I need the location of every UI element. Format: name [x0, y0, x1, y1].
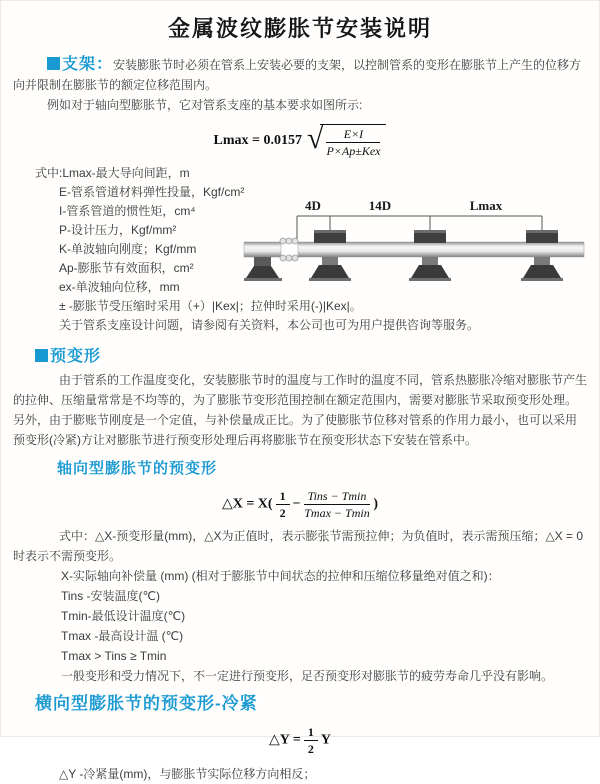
lateral-formula-note: △Y -冷紧量(mm)，与膨胀节实际位移方向相反； — [59, 767, 316, 781]
support-section-heading: 支架： — [62, 56, 114, 73]
lateral-subheading: 横向型膨胀节的预变形-冷紧 — [35, 694, 258, 713]
dim-label-4d: 4D — [305, 198, 321, 213]
predeform-section-heading-row — [35, 346, 587, 368]
pipe-support-diagram — [242, 194, 587, 294]
support-intro-paragraph — [13, 55, 587, 95]
dim-label-lmax: Lmax — [469, 198, 503, 213]
half-fraction: $\frac{1}{2}$ — [304, 725, 318, 756]
lateral-formula — [13, 725, 587, 756]
support-example-line: 例如对于轴向型膨胀节，它对管系支座的基本要求如图所示: — [47, 98, 363, 112]
half-fraction: $\frac{1}{2}$ — [276, 489, 290, 520]
axial-definition-line: X-实际轴向补偿量 (mm) (相对于膨胀节中间状态的拉伸和压缩位移量绝对值之和)： — [61, 569, 500, 583]
axial-definition-line: Tins -安装温度(℃) — [61, 589, 161, 603]
axial-definition-line: Tmax -最高设计温 (℃) — [61, 629, 184, 643]
lateral-formula-lhs: △Y = — [269, 732, 301, 748]
axial-subheading: 轴向型膨胀节的预变形 — [57, 460, 218, 477]
section-marker-icon — [35, 349, 48, 362]
pipe-body — [298, 242, 584, 257]
dim-label-14d: 14D — [368, 198, 392, 213]
support-intro-text: 安装膨胀节时必须在管系上安装必要的支架，以控制管系的变形在膨胀节上产生的位移方向并限制在膨胀节的额定位移范围内。 — [13, 58, 582, 92]
formula-definitions-block — [13, 164, 587, 336]
section-marker-icon — [47, 57, 60, 70]
lmax-formula — [13, 124, 587, 158]
axial-formula-close: ) — [373, 496, 379, 512]
definition-line: ± -膨胀节受压缩时采用（+）|Kex|；拉伸时采用(-)|Kex|。 — [59, 299, 362, 313]
definition-line: 式中:Lmax-最大导向间距，m — [35, 166, 190, 180]
definition-line: P-设计压力，Kgf/mm² — [59, 223, 177, 237]
pipe-stub — [244, 242, 281, 257]
page-title: 金属波纹膨胀节安装说明 — [167, 16, 432, 41]
definition-line: I-管系管道的惯性矩，cm⁴ — [59, 204, 196, 218]
definition-line: Ap-膨胀节有效面积，cm² — [59, 261, 194, 275]
lmax-fraction — [326, 127, 380, 158]
radical-sign: √ $\frac{E\times I}{\text{P×Ap±Kex}}$ — [307, 124, 386, 158]
axial-definitions — [13, 566, 587, 686]
definition-line: 关于管系支座设计问题，请参阅有关资料，本公司也可为用户提供咨询等服务。 — [59, 318, 480, 332]
axial-formula — [13, 489, 587, 520]
lmax-fraction-denominator: P×Ap±Kex — [326, 144, 381, 158]
minus-operator: − — [292, 496, 301, 512]
lateral-formula-rhs: Y — [320, 732, 331, 748]
anchor-support — [244, 257, 282, 281]
axial-formula-lead: △X = X( — [221, 496, 273, 512]
axial-definition-line: Tmin-最低设计温度(℃) — [61, 609, 186, 623]
lmax-formula-lhs: Lmax = 0.0157 — [213, 132, 302, 148]
axial-formula-note: 式中：△X-预变形量(mm)，△X为正值时，表示膨张节需预拉伸；为负值时，表示需预压缩；△X = 0时表示不需预变形。 — [13, 529, 584, 563]
definition-line: ex-单波轴向位移，mm — [59, 280, 180, 294]
lmax-fraction-numerator: E×I — [326, 127, 380, 143]
bellows-icon — [280, 238, 298, 261]
axial-definition-line: 一般变形和受力情况下，不一定进行预变形，足否预变形对膨胀节的疲劳寿命几乎没有影响。 — [61, 669, 554, 683]
definition-line: E-管系管道材料弹性投量，Kgf/cm² — [59, 185, 245, 199]
temperature-fraction: $\frac{\text{Tins − Tmin}}{Tmax - Tmin}$ — [304, 489, 370, 520]
definition-line: K-单波轴向刚度；Kgf/mm — [59, 242, 197, 256]
predeform-paragraph: 由于管系的工作温度变化，安装膨胀节时的温度与工作时的温度不同，管系热膨胀冷缩对膨胀节产生的拉伸、压缩量常常是不均等的，为了膨胀节变形范围控制在额定范围内，需要对膨胀节采取预变形处理。另外，由于膨账节刚度是一个定值，与补偿量成正比。为了使膨胀节位移对管系的作用力最小，也可以采用预变形(冷紧)方让对膨胀节进行预变形处理后再将膨胀节在预变形状态下安装在管系中。 — [13, 373, 588, 447]
predeform-section-heading: 预变形 — [50, 348, 102, 365]
axial-definition-line: Tmax > Tins ≥ Tmin — [61, 649, 167, 663]
